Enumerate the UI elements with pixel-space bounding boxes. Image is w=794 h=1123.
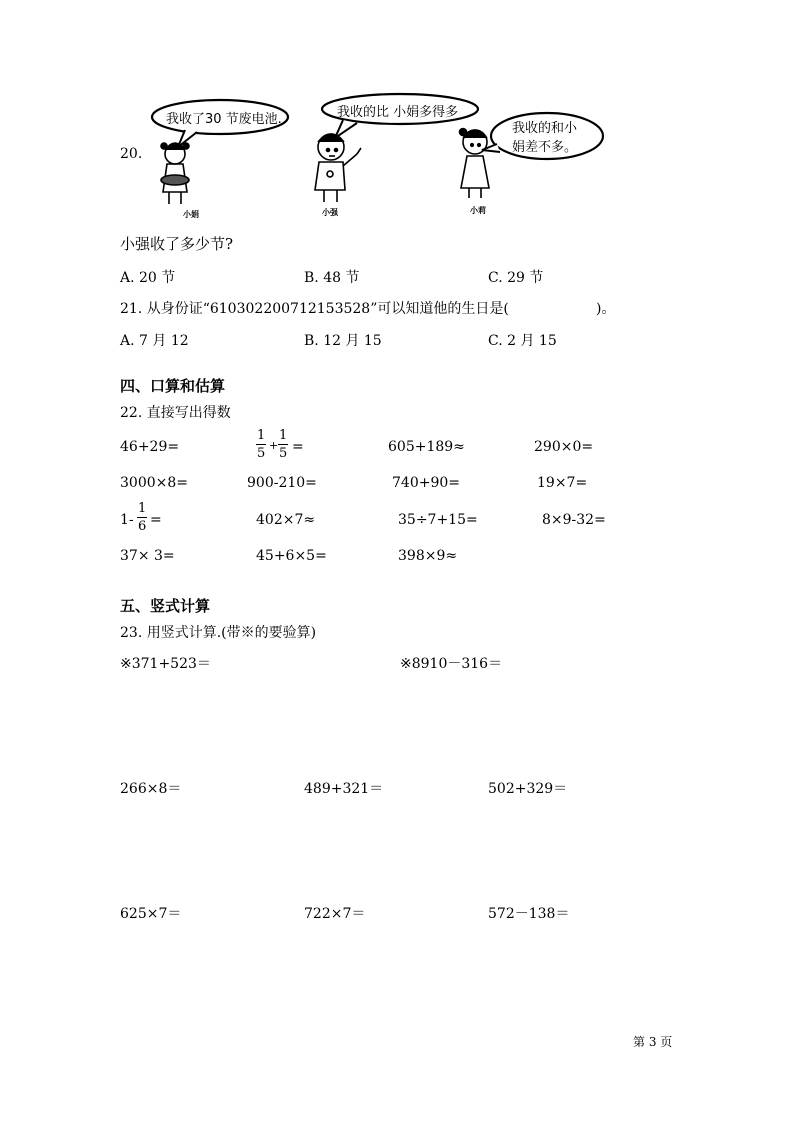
fraction-numerator: 1	[138, 501, 147, 516]
q20-number: 20.	[120, 146, 143, 162]
calc-35-7-15: 35÷7+15=	[398, 512, 478, 528]
calc-8-9-32: 8×9-32=	[542, 512, 606, 528]
calc-19-7: 19×7=	[537, 475, 588, 491]
section-5-title: 五、竖式计算	[120, 597, 211, 615]
calc-37-3: 37× 3=	[120, 548, 175, 564]
fraction-numerator: 1	[257, 428, 266, 443]
calc-402-7: 402×7≈	[256, 512, 316, 528]
vertical-calc-502-329: 502+329＝	[488, 781, 568, 797]
fraction-numerator: 1	[279, 428, 288, 443]
vertical-calc-8910-316: ※8910－316＝	[400, 656, 503, 672]
q20-option-a: A. 20 节	[120, 270, 176, 286]
calc-46-29: 46+29=	[120, 439, 180, 455]
vertical-calc-625-7: 625×7＝	[120, 906, 182, 922]
vertical-calc-489-321: 489+321＝	[304, 781, 384, 797]
vertical-calc-572-138: 572－138＝	[488, 906, 570, 922]
speech-bubble-3-line-1: 我收的和小	[512, 121, 578, 136]
plus-sign: +	[269, 439, 279, 452]
fraction-1-5-b	[278, 429, 288, 460]
fraction-denominator: 6	[138, 519, 147, 534]
calc-290-0: 290×0=	[534, 439, 594, 455]
fraction-denominator: 5	[257, 446, 266, 461]
fraction-1-6	[137, 502, 147, 533]
speech-bubble-1: 我收了30 节废电池.	[166, 112, 282, 127]
calc-398-9: 398×9≈	[398, 548, 458, 564]
child-2-figure	[315, 134, 361, 202]
equals-sign: =	[150, 512, 162, 528]
q21-option-b: B. 12 月 15	[304, 333, 382, 349]
child-3-figure	[460, 129, 490, 199]
speech-bubble-3-line-2: 娟差不多。	[512, 140, 578, 155]
q20-option-b: B. 48 节	[304, 270, 360, 286]
q22-prompt: 22. 直接写出得数	[120, 405, 231, 421]
equals-sign: =	[292, 439, 304, 455]
vertical-calc-722-7: 722×7＝	[304, 906, 366, 922]
q21-option-c: C. 2 月 15	[488, 333, 557, 349]
child-2-name: 小强	[322, 208, 338, 217]
q21-close: )。	[596, 301, 616, 317]
q20-option-c: C. 29 节	[488, 270, 544, 286]
calc-900-210: 900-210=	[247, 475, 317, 491]
child-1-figure	[161, 143, 189, 204]
q21-question: 21. 从身份证“610302200712153528”可以知道他的生日是(	[120, 301, 509, 317]
calc-45-6-5: 45+6×5=	[256, 548, 327, 564]
one-minus: 1-	[120, 512, 134, 528]
calc-740-90: 740+90=	[392, 475, 460, 491]
calc-605-189: 605+189≈	[388, 439, 465, 455]
page-number: 第 3 页	[633, 1035, 673, 1049]
child-3-name: 小莉	[470, 206, 486, 215]
fraction-1-5-a	[256, 429, 266, 460]
vertical-calc-266-8: 266×8＝	[120, 781, 182, 797]
vertical-calc-371-523: ※371+523＝	[120, 656, 211, 672]
speech-bubble-2: 我收的比 小娟多得多	[337, 105, 459, 120]
calc-3000-8: 3000×8=	[120, 475, 188, 491]
fraction-denominator: 5	[279, 446, 288, 461]
section-4-title: 四、口算和估算	[120, 377, 226, 395]
child-1-name: 小娟	[183, 210, 199, 219]
q20-question: 小强收了多少节?	[120, 235, 234, 253]
q21-option-a: A. 7 月 12	[120, 333, 189, 349]
q23-prompt: 23. 用竖式计算.(带※的要验算)	[120, 625, 317, 641]
